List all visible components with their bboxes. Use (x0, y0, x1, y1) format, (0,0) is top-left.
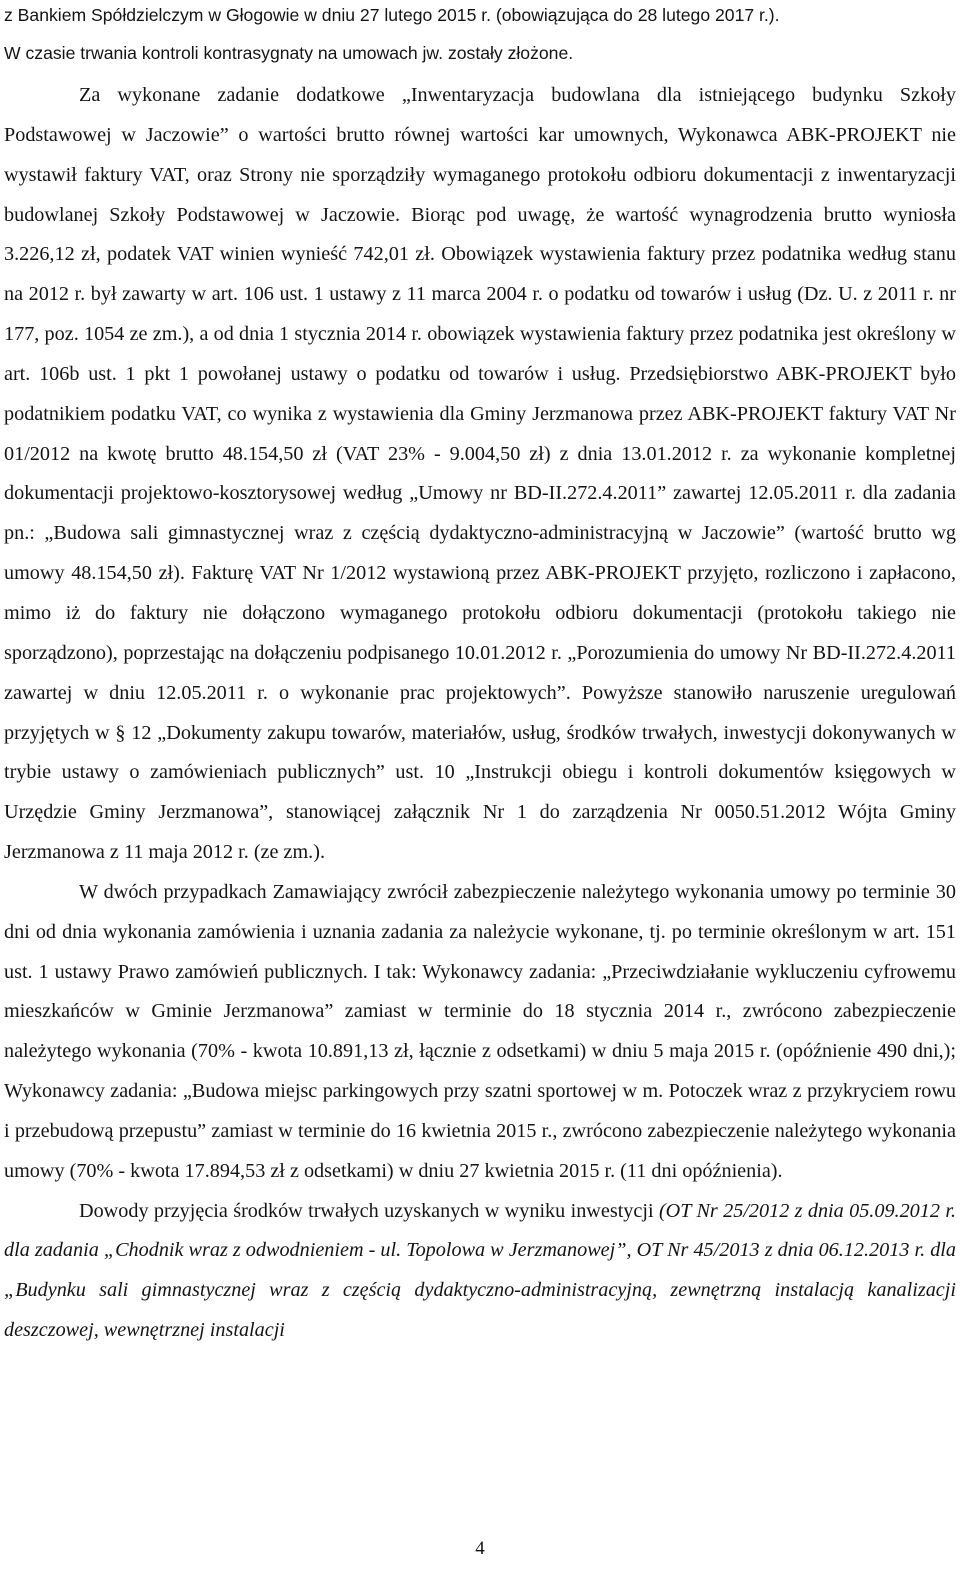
paragraph-security-return (4, 873, 956, 1192)
paragraph-3-run-2-italic: (OT Nr 25/2012 z dnia 05.09.2012 r. dla zadania „Chodnik wraz z odwodnieniem - ul. Topolowa w Jerzmanowej”, OT Nr 45/2013 z dnia 06.12.2013 r. dla „Budynku sali gimnastycznej wraz z częścią dydaktyczno-administracyjną, zewnętrzną instalacją kanalizacji deszczowej, wewnętrznej instalacji (4, 1199, 956, 1342)
paragraph-3-run-1: Dowody przyjęcia środków trwałych uzyskanych w wyniku inwestycji (79, 1199, 659, 1222)
paragraph-inventory-vat (4, 76, 956, 873)
intro-line-1: z Bankiem Spółdzielczym w Głogowie w dniu 27 lutego 2015 r. (obowiązująca do 28 lutego 2017 r.). (4, 5, 780, 25)
intro-block (4, 0, 956, 72)
body-text (4, 76, 956, 1351)
paragraph-1-run-1: Za wykonane zadanie dodatkowe „Inwentaryzacja budowlana dla istniejącego budynku Szkoły Podstawowej w Jaczowie” o wartości brutto równej wartości kar umownych, Wykonawca ABK-PROJEKT nie wystawił faktury VAT, oraz Strony nie sporządziły wymaganego protokołu odbioru dokumentacji z inwentaryzacji budowlanej Szkoły Podstawowej w Jaczowie. Biorąc pod uwagę, że wartość wynagrodzenia brutto wyniosła 3.226,12 zł, podatek VAT winien wynieść 742,01 zł. Obowiązek wystawienia faktury przez podatnika według stanu na 2012 r. był zawarty w art. 106 ust. 1 ustawy z 11 marca 2004 r. o podatku od towarów i usług (Dz. U. z 2011 r. nr 177, poz. 1054 ze zm.), a od dnia 1 stycznia 2014 r. obowiązek wystawienia faktury przez podatnika jest określony w art. 106b ust. 1 pkt 1 powołanej ustawy o podatku od towarów i usług. Przedsiębiorstwo ABK-PROJEKT było podatnikiem podatku VAT, co wynika z wystawienia dla Gminy Jerzmanowa przez ABK-PROJEKT faktury VAT Nr 01/2012 na kwotę brutto 48.154,50 zł (VAT 23% - 9.004,50 zł) z dnia 13.01.2012 r. za wykonanie kompletnej dokumentacji projektowo-kosztorysowej według „Umowy nr BD-II.272.4.2011” zawartej 12.05.2011 r. dla zadania pn.: „Budowa sali gimnastycznej wraz z częścią dydaktyczno-administracyjną w Jaczowie” (wartość brutto wg umowy 48.154,50 zł). Fakturę VAT Nr 1/2012 wystawioną przez ABK-PROJEKT przyjęto, rozliczono i zapłacono, mimo iż do faktury nie dołączono wymaganego protokołu odbioru dokumentacji (protokołu takiego nie sporządzono), poprzestając na dołączeniu podpisanego 10.01.2012 r. „Porozumienia do umowy Nr BD-II.272.4.2011 zawartej w dniu 12.05.2011 r. o wykonanie prac projektowych”. Powyższe stanowiło naruszenie uregulowań przyjętych w § 12 „Dokumenty zakupu towarów, materiałów, usług, środków trwałych, inwestycji dokonywanych w trybie ustawy o zamówieniach publicznych” ust. 10 „Instrukcji obiegu i kontroli dokumentów księgowych w Urzędzie Gminy Jerzmanowa”, stanowiącej załącznik Nr 1 do zarządzenia Nr 0050.51.2012 Wójta Gminy Jerzmanowa z 11 maja 2012 r. (ze zm.). (4, 84, 956, 864)
paragraph-2-run-1: W dwóch przypadkach Zamawiający zwrócił zabezpieczenie należytego wykonania umowy po terminie 30 dni od dnia wykonania zamówienia i uznania zadania za należycie wykonane, tj. po terminie określonym w art. 151 ust. 1 ustawy Prawo zamówień publicznych. I tak: Wykonawcy zadania: „Przeciwdziałanie wykluczeniu cyfrowemu mieszkańców w Gminie Jerzmanowa” zamiast w terminie do 18 stycznia 2014 r., zwrócono zabezpieczenie należytego wykonania (70% - kwota 10.891,13 zł, łącznie z odsetkami) w dniu 5 maja 2015 r. (opóźnienie 490 dni,); Wykonawcy zadania: „Budowa miejsc parkingowych przy szatni sportowej w m. Potoczek wraz z przykryciem rowu i przebudową przepustu” zamiast w terminie do 16 kwietnia 2015 r., zwrócono zabezpieczenie należytego wykonania umowy (70% - kwota 17.894,53 zł z odsetkami) w dniu 27 kwietnia 2015 r. (11 dni opóźnienia). (4, 880, 956, 1182)
intro-line-2: W czasie trwania kontroli kontrasygnaty na umowach jw. zostały złożone. (4, 43, 574, 63)
paragraph-fixed-assets (4, 1192, 956, 1351)
page-number: 4 (475, 1538, 485, 1559)
